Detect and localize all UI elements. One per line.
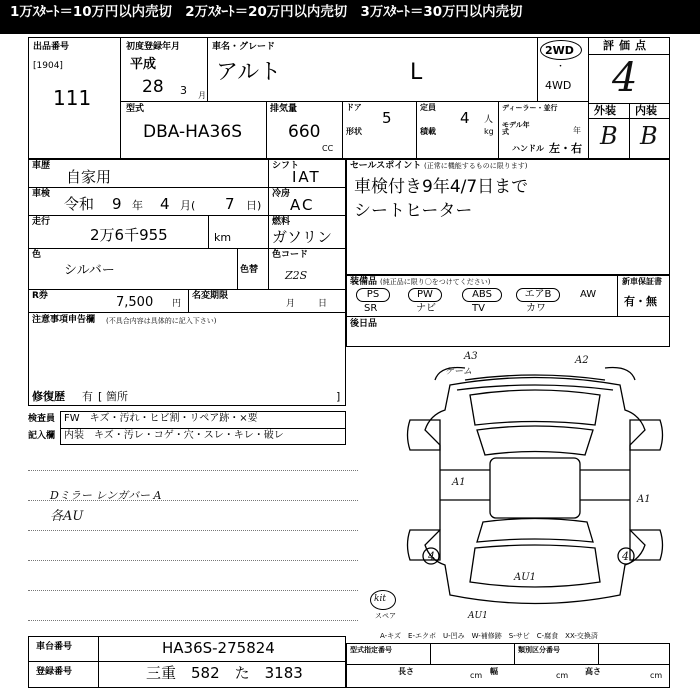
dims-height-cm: cm bbox=[650, 671, 663, 680]
banner-text: 1万ｽﾀｰﾄ＝10万円以内売切 2万ｽﾀｰﾄ＝20万円以内売切 3万ｽﾀｰﾄ＝30万円以内売切 bbox=[10, 5, 523, 20]
equipment-navi: ナビ bbox=[416, 303, 436, 314]
aircon-value: AC bbox=[290, 196, 315, 214]
registration-label: 登録番号 bbox=[36, 667, 73, 677]
car-damage-diagram bbox=[395, 350, 675, 630]
recycle-unit: 円 bbox=[172, 299, 182, 309]
sales-point-sublabel: (正常に機能するものに限ります) bbox=[424, 162, 528, 170]
dealer-label: ディーラー・並行 bbox=[502, 104, 558, 112]
shift-value: IAT bbox=[292, 168, 321, 186]
displacement-unit: CC bbox=[322, 144, 334, 153]
repair-label: 修復歴 bbox=[32, 390, 65, 403]
history-label: 車歴 bbox=[32, 161, 51, 171]
handwritten-note-1: Dミラー レンガバー A bbox=[50, 489, 162, 502]
notes-label: 注意事項申告欄 bbox=[32, 315, 96, 325]
dims-label1: 型式指定番号 bbox=[350, 646, 392, 654]
model-label: 型式 bbox=[126, 104, 145, 114]
mark-front-left: A3 bbox=[464, 351, 478, 362]
drive-dot: ・ bbox=[556, 62, 566, 72]
inspection-label: 車検 bbox=[32, 189, 51, 199]
color-value: シルバー bbox=[64, 263, 115, 278]
inspection-day: 7 bbox=[225, 195, 235, 213]
shape-label: 形状 bbox=[346, 127, 362, 136]
equipment-leather: カワ bbox=[526, 303, 546, 314]
first-reg-month: 3 bbox=[180, 84, 187, 97]
inspection-day-unit: 日) bbox=[246, 199, 262, 212]
equipment-sublabel: (純正品に限り〇をつけてください) bbox=[380, 278, 491, 286]
notes-sublabel: (不具合内容は具体的に記入下さい) bbox=[106, 317, 217, 325]
name-change-day: 日 bbox=[318, 299, 328, 309]
name-change-month: 月 bbox=[286, 299, 296, 309]
inspection-year: 9 bbox=[112, 195, 122, 213]
interior-label: 内装 bbox=[635, 104, 657, 117]
bottom-block-right bbox=[346, 643, 670, 688]
sales-point-line1: 車検付き9年4/7日まで bbox=[354, 177, 529, 197]
mileage-label: 走行 bbox=[32, 217, 51, 227]
score-label: 評価点 bbox=[603, 39, 651, 52]
first-reg-label: 初度登録年月 bbox=[126, 42, 181, 52]
drive-2wd: 2WD bbox=[545, 44, 574, 57]
recycle-label: R券 bbox=[32, 291, 48, 301]
load-unit: kg bbox=[484, 127, 494, 136]
capacity-value: 4 bbox=[460, 109, 470, 127]
mark-rear-bumper: AU1 bbox=[514, 572, 537, 583]
score-value: 4 bbox=[612, 55, 638, 101]
warranty-value: 有・無 bbox=[624, 295, 657, 308]
inspection-era: 令和 bbox=[64, 195, 95, 213]
capacity-unit: 人 bbox=[484, 115, 494, 125]
doors-label: ドア bbox=[346, 103, 362, 112]
load-label: 積載 bbox=[420, 127, 436, 136]
first-reg-month-unit: 月 bbox=[198, 91, 206, 100]
dims-height: 高さ bbox=[585, 667, 601, 676]
sales-point-line2: シートヒーター bbox=[354, 201, 473, 221]
mark-kit: kit bbox=[374, 594, 386, 604]
inspection-month-unit: 月( bbox=[180, 199, 196, 212]
mark-front-label: ゲーム bbox=[445, 367, 473, 377]
shift-label: シフト bbox=[272, 161, 300, 171]
mark-rear: AU1 bbox=[468, 611, 488, 621]
equipment-abs: ABS bbox=[462, 288, 502, 302]
inspector-label2: 記入欄 bbox=[28, 431, 56, 441]
inspector-label: 検査員 bbox=[28, 414, 56, 424]
repair-place: 箇所 bbox=[106, 390, 128, 403]
aircon-label: 冷房 bbox=[272, 189, 291, 199]
model-year-unit: 年 bbox=[573, 126, 581, 135]
sales-point-label: セールスポイント bbox=[350, 161, 422, 171]
dims-label2: 類別区分番号 bbox=[518, 646, 560, 654]
name-change-label: 名変期限 bbox=[192, 291, 229, 301]
dims-length: 長さ bbox=[398, 667, 414, 676]
handle-value: 左・右 bbox=[549, 142, 582, 155]
drive-4wd: 4WD bbox=[545, 79, 572, 92]
lot-code: [1904] bbox=[33, 61, 63, 71]
model-value: DBA-HA36S bbox=[143, 122, 242, 142]
fuel-label: 燃料 bbox=[272, 217, 291, 227]
equipment-label: 装備品 bbox=[350, 277, 378, 287]
handwritten-note-2: 各AU bbox=[50, 509, 84, 524]
warranty-label: 新車保証書 bbox=[622, 277, 662, 286]
first-reg-era: 平成 bbox=[130, 57, 157, 72]
displacement-value: 660 bbox=[288, 122, 321, 142]
chassis-label: 車台番号 bbox=[36, 642, 73, 652]
fuel-value: ガソリン bbox=[272, 228, 333, 246]
color-label: 色 bbox=[32, 250, 42, 260]
car-name-label: 車名・グレード bbox=[212, 42, 276, 52]
car-name-value: アルト bbox=[216, 60, 282, 85]
mileage-unit: km bbox=[214, 231, 232, 244]
inspector-row1: FW キズ・汚れ・ヒビ割・リペア跡・×要 bbox=[64, 413, 258, 424]
repair-bracket-close: ] bbox=[336, 390, 341, 403]
model-year-label: モデル年式 bbox=[502, 121, 530, 136]
lot-label: 出品番号 bbox=[33, 42, 70, 52]
color-code-label: 色コード bbox=[272, 250, 309, 260]
capacity-label: 定員 bbox=[420, 103, 436, 112]
mark-side-right: A1 bbox=[637, 494, 651, 505]
first-reg-year: 28 bbox=[142, 77, 164, 97]
dims-width-cm: cm bbox=[556, 671, 569, 680]
interior-grade: B bbox=[640, 122, 658, 150]
equipment-airbag: エアB bbox=[516, 288, 560, 302]
exterior-label: 外装 bbox=[594, 104, 616, 117]
mark-front-right: A2 bbox=[575, 355, 589, 366]
history-value: 自家用 bbox=[66, 168, 112, 186]
exterior-grade: B bbox=[600, 122, 618, 150]
doors-value: 5 bbox=[382, 109, 392, 127]
legend: A-キズ E-エクボ U-凹み W-補修跡 S-サビ C-腐食 XX-交換済 bbox=[380, 632, 598, 640]
handle-label: ハンドル bbox=[512, 144, 544, 153]
mark-wheel-fr: 4 bbox=[622, 550, 629, 563]
mark-spare: スペア bbox=[375, 612, 396, 620]
mark-wheel-fl: 4 bbox=[428, 550, 435, 563]
dims-width: 幅 bbox=[490, 667, 498, 676]
repair-value: 有 bbox=[82, 390, 93, 403]
equipment-ps: PS bbox=[356, 288, 390, 302]
lot-number: 111 bbox=[53, 86, 92, 110]
car-grade: L bbox=[410, 60, 423, 85]
recycle-value: 7,500 bbox=[116, 295, 154, 310]
displacement-label: 排気量 bbox=[270, 104, 298, 114]
mileage-value: 2万6千955 bbox=[90, 226, 168, 244]
repair-bracket-open: [ bbox=[98, 390, 103, 403]
equipment-aw: AW bbox=[580, 289, 597, 300]
registration-value: 三重 582 た 3183 bbox=[146, 664, 303, 682]
equipment-pw: PW bbox=[408, 288, 442, 302]
dims-length-cm: cm bbox=[470, 671, 483, 680]
equipment-sr: SR bbox=[364, 303, 378, 314]
color-code: Z2S bbox=[285, 269, 308, 282]
color-change-label: 色替 bbox=[240, 265, 259, 275]
mark-side-left: A1 bbox=[452, 477, 466, 488]
inspection-year-unit: 年 bbox=[132, 199, 143, 212]
chassis-value: HA36S-275824 bbox=[162, 639, 275, 657]
inspector-row2: 内装 キズ・汚レ・コゲ・穴・スレ・キレ・破レ bbox=[64, 430, 284, 441]
rear-seat-label: 後日品 bbox=[350, 319, 378, 329]
equipment-tv: TV bbox=[472, 303, 485, 314]
inspection-month: 4 bbox=[160, 195, 170, 213]
